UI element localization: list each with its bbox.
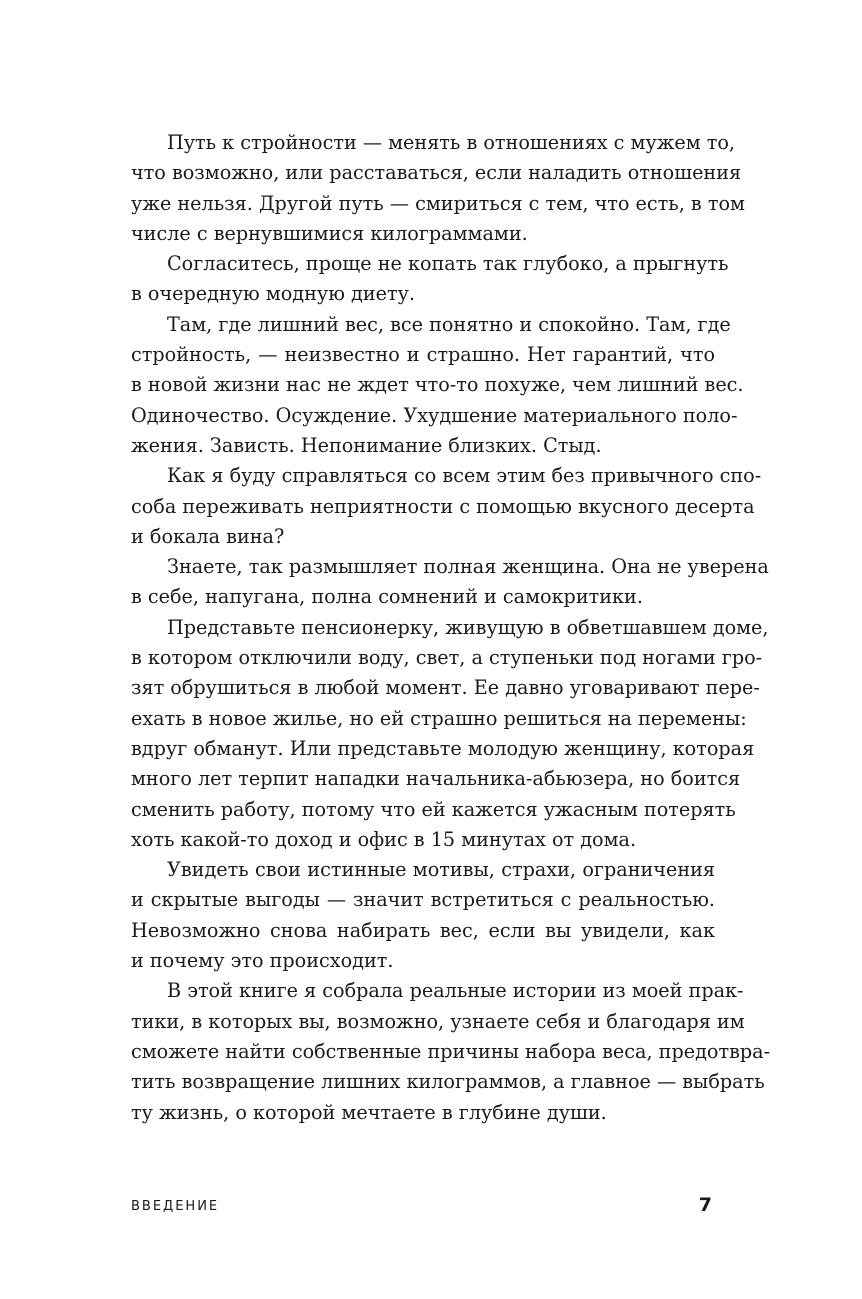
body-text xyxy=(131,128,771,1128)
running-footer-section-title: ВВЕДЕНИЕ xyxy=(131,1199,220,1214)
text-line: Представьте пенсионерку, живущую в обветшавшем доме, xyxy=(167,615,769,639)
text-line: в очередную модную диету. xyxy=(131,282,415,306)
text-line: ту жизнь, о которой мечтаете в глубине души. xyxy=(131,1100,607,1124)
text-line: В этой книге я собрала реальные истории из моей прак- xyxy=(167,979,744,1003)
text-line: Там, где лишний вес, все понятно и спокойно. Там, где xyxy=(167,312,731,336)
text-line: Знаете, так размышляет полная женщина. Она не уверена xyxy=(167,555,769,579)
text-line: и бокала вина? xyxy=(131,524,285,548)
text-line: ехать в новое жилье, но ей страшно решиться на перемены: xyxy=(131,706,747,730)
text-line: в новой жизни нас не ждет что-то похуже, чем лишний вес. xyxy=(131,373,744,397)
text-line: Увидеть свои истинные мотивы, страхи, ограничения xyxy=(167,858,715,882)
text-line: много лет терпит нападки начальника-абьюзера, но боится xyxy=(131,767,741,791)
text-line: хоть какой-то доход и офис в 15 минутах от дома. xyxy=(131,827,637,851)
text-line: Невозможно снова набирать вес, если вы увидели, как xyxy=(131,918,715,942)
text-line: жения. Зависть. Непонимание близких. Стыд. xyxy=(131,433,602,457)
paragraph xyxy=(131,976,771,1127)
paragraph xyxy=(131,613,769,855)
text-line: тить возвращение лишних килограммов, а главное — выбрать xyxy=(131,1070,765,1094)
paragraph xyxy=(131,249,729,310)
text-line: сменить работу, потому что ей кажется ужасным потерять xyxy=(131,797,736,821)
paragraph xyxy=(131,552,769,613)
text-line: сможете найти собственные причины набора веса, предотвра- xyxy=(131,1039,771,1063)
paragraph xyxy=(131,855,715,976)
text-line: тики, в которых вы, возможно, узнаете себя и благодаря им xyxy=(131,1009,745,1033)
text-line: стройность, — неизвестно и страшно. Нет гарантий, что xyxy=(131,343,715,367)
text-line: в себе, напугана, полна сомнений и самокритики. xyxy=(131,585,643,609)
text-line: Путь к стройности — менять в отношениях с мужем то, xyxy=(167,131,736,154)
text-line: уже нельзя. Другой путь — смириться с тем, что есть, в том xyxy=(131,191,745,215)
text-line: и почему это происходит. xyxy=(131,949,394,973)
paragraph xyxy=(131,461,762,552)
text-line: Как я буду справляться со всем этим без привычного спо- xyxy=(167,464,762,488)
paragraph xyxy=(131,310,744,461)
text-line: Согласитесь, проще не копать так глубоко, а прыгнуть xyxy=(167,252,729,276)
text-line: зят обрушиться в любой момент. Ее давно уговаривают пере- xyxy=(131,676,760,700)
page-number: 7 xyxy=(698,1194,712,1216)
text-line: в котором отключили воду, свет, а ступеньки под ногами гро- xyxy=(131,646,763,670)
text-line: что возможно, или расставаться, если наладить отношения xyxy=(131,161,742,185)
text-line: Одиночество. Осуждение. Ухудшение материального поло- xyxy=(131,403,738,427)
text-line: вдруг обманут. Или представьте молодую женщину, которая xyxy=(131,736,755,760)
text-line: числе с вернувшимися килограммами. xyxy=(131,221,528,245)
text-line: и скрытые выгоды — значит встретиться с реальностью. xyxy=(131,888,715,912)
text-line: соба переживать неприятности с помощью вкусного десерта xyxy=(131,494,755,518)
paragraph xyxy=(131,128,745,249)
